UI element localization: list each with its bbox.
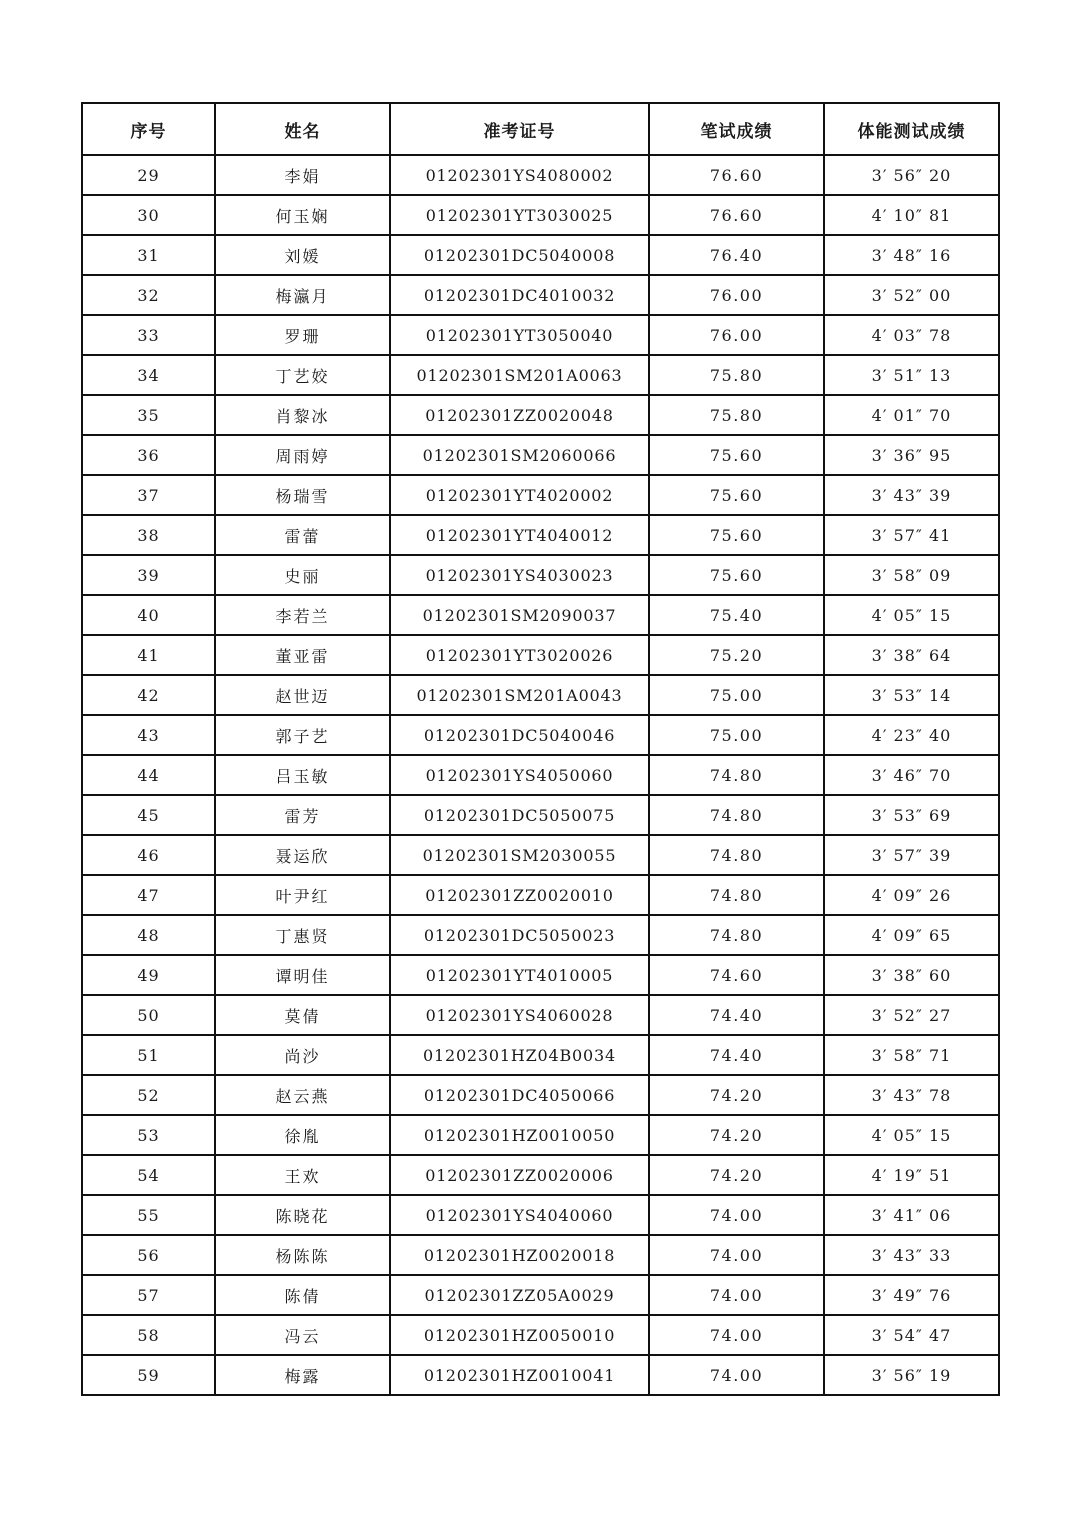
table-row	[82, 1315, 999, 1355]
cell-fitness-score: 3′ 56″ 19	[824, 1355, 999, 1395]
table-row	[82, 515, 999, 555]
table-row	[82, 995, 999, 1035]
cell-exam-id: 01202301HZ0050010	[390, 1315, 649, 1355]
cell-written-score: 75.60	[649, 435, 824, 475]
cell-written-score: 74.20	[649, 1075, 824, 1115]
cell-name: 冯云	[215, 1315, 390, 1355]
cell-written-score: 74.80	[649, 795, 824, 835]
cell-seq: 33	[82, 315, 215, 355]
cell-written-score: 75.00	[649, 675, 824, 715]
cell-fitness-score: 3′ 58″ 09	[824, 555, 999, 595]
cell-exam-id: 01202301SM2090037	[390, 595, 649, 635]
cell-exam-id: 01202301DC5050023	[390, 915, 649, 955]
header-exam-id: 准考证号	[390, 103, 649, 155]
cell-written-score: 75.60	[649, 515, 824, 555]
cell-seq: 40	[82, 595, 215, 635]
cell-exam-id: 01202301ZZ0020010	[390, 875, 649, 915]
table-row	[82, 955, 999, 995]
cell-name: 丁艺姣	[215, 355, 390, 395]
cell-seq: 46	[82, 835, 215, 875]
cell-fitness-score: 4′ 23″ 40	[824, 715, 999, 755]
cell-written-score: 74.80	[649, 915, 824, 955]
cell-fitness-score: 4′ 05″ 15	[824, 595, 999, 635]
cell-written-score: 74.00	[649, 1275, 824, 1315]
cell-seq: 31	[82, 235, 215, 275]
table-row	[82, 1355, 999, 1395]
header-fitness-score: 体能测试成绩	[824, 103, 999, 155]
table-row	[82, 715, 999, 755]
cell-fitness-score: 3′ 58″ 71	[824, 1035, 999, 1075]
cell-written-score: 75.80	[649, 395, 824, 435]
cell-written-score: 74.40	[649, 1035, 824, 1075]
cell-seq: 45	[82, 795, 215, 835]
cell-name: 王欢	[215, 1155, 390, 1195]
table-row	[82, 315, 999, 355]
cell-written-score: 74.00	[649, 1315, 824, 1355]
cell-seq: 35	[82, 395, 215, 435]
cell-fitness-score: 3′ 36″ 95	[824, 435, 999, 475]
cell-seq: 37	[82, 475, 215, 515]
cell-fitness-score: 4′ 19″ 51	[824, 1155, 999, 1195]
table-row	[82, 435, 999, 475]
table-row	[82, 595, 999, 635]
cell-exam-id: 01202301YT3020026	[390, 635, 649, 675]
cell-fitness-score: 3′ 53″ 14	[824, 675, 999, 715]
table-row	[82, 275, 999, 315]
cell-exam-id: 01202301YT4040012	[390, 515, 649, 555]
cell-fitness-score: 3′ 57″ 39	[824, 835, 999, 875]
cell-exam-id: 01202301DC4050066	[390, 1075, 649, 1115]
cell-exam-id: 01202301YT4020002	[390, 475, 649, 515]
cell-seq: 49	[82, 955, 215, 995]
cell-name: 徐胤	[215, 1115, 390, 1155]
cell-exam-id: 01202301YT3030025	[390, 195, 649, 235]
cell-fitness-score: 3′ 51″ 13	[824, 355, 999, 395]
table-row	[82, 755, 999, 795]
cell-name: 杨瑞雪	[215, 475, 390, 515]
table-row	[82, 555, 999, 595]
table-row	[82, 835, 999, 875]
cell-name: 郭子艺	[215, 715, 390, 755]
cell-name: 聂运欣	[215, 835, 390, 875]
cell-name: 赵云燕	[215, 1075, 390, 1115]
cell-written-score: 76.40	[649, 235, 824, 275]
cell-fitness-score: 3′ 53″ 69	[824, 795, 999, 835]
cell-seq: 57	[82, 1275, 215, 1315]
table-row	[82, 395, 999, 435]
cell-name: 雷蕾	[215, 515, 390, 555]
cell-written-score: 76.60	[649, 195, 824, 235]
table-row	[82, 1235, 999, 1275]
cell-seq: 50	[82, 995, 215, 1035]
cell-written-score: 74.60	[649, 955, 824, 995]
cell-seq: 38	[82, 515, 215, 555]
cell-fitness-score: 3′ 57″ 41	[824, 515, 999, 555]
cell-fitness-score: 4′ 05″ 15	[824, 1115, 999, 1155]
cell-seq: 56	[82, 1235, 215, 1275]
cell-seq: 36	[82, 435, 215, 475]
cell-name: 肖黎冰	[215, 395, 390, 435]
cell-fitness-score: 3′ 52″ 00	[824, 275, 999, 315]
table-row	[82, 195, 999, 235]
cell-fitness-score: 4′ 03″ 78	[824, 315, 999, 355]
table-row	[82, 915, 999, 955]
cell-written-score: 74.20	[649, 1155, 824, 1195]
cell-exam-id: 01202301YT3050040	[390, 315, 649, 355]
cell-name: 尚沙	[215, 1035, 390, 1075]
cell-name: 周雨婷	[215, 435, 390, 475]
cell-written-score: 75.80	[649, 355, 824, 395]
cell-exam-id: 01202301SM2060066	[390, 435, 649, 475]
cell-exam-id: 01202301YS4050060	[390, 755, 649, 795]
cell-seq: 53	[82, 1115, 215, 1155]
cell-fitness-score: 3′ 38″ 60	[824, 955, 999, 995]
cell-exam-id: 01202301DC5050075	[390, 795, 649, 835]
cell-exam-id: 01202301ZZ0020048	[390, 395, 649, 435]
cell-seq: 44	[82, 755, 215, 795]
cell-written-score: 74.80	[649, 835, 824, 875]
cell-seq: 39	[82, 555, 215, 595]
cell-seq: 43	[82, 715, 215, 755]
table-row	[82, 1195, 999, 1235]
cell-exam-id: 01202301YS4030023	[390, 555, 649, 595]
cell-name: 刘媛	[215, 235, 390, 275]
cell-written-score: 75.60	[649, 475, 824, 515]
cell-seq: 47	[82, 875, 215, 915]
cell-seq: 41	[82, 635, 215, 675]
cell-name: 何玉娴	[215, 195, 390, 235]
cell-fitness-score: 3′ 46″ 70	[824, 755, 999, 795]
cell-exam-id: 01202301YS4060028	[390, 995, 649, 1035]
table-row	[82, 1115, 999, 1155]
cell-exam-id: 01202301YT4010005	[390, 955, 649, 995]
cell-exam-id: 01202301ZZ05A0029	[390, 1275, 649, 1315]
cell-name: 谭明佳	[215, 955, 390, 995]
table-row	[82, 1035, 999, 1075]
cell-written-score: 75.40	[649, 595, 824, 635]
cell-name: 李若兰	[215, 595, 390, 635]
table-row	[82, 1275, 999, 1315]
cell-written-score: 74.00	[649, 1195, 824, 1235]
cell-name: 杨陈陈	[215, 1235, 390, 1275]
table-row	[82, 1155, 999, 1195]
cell-fitness-score: 3′ 49″ 76	[824, 1275, 999, 1315]
cell-seq: 48	[82, 915, 215, 955]
cell-name: 吕玉敏	[215, 755, 390, 795]
cell-fitness-score: 3′ 52″ 27	[824, 995, 999, 1035]
cell-written-score: 74.80	[649, 875, 824, 915]
cell-exam-id: 01202301YS4080002	[390, 155, 649, 195]
cell-exam-id: 01202301DC5040008	[390, 235, 649, 275]
cell-seq: 51	[82, 1035, 215, 1075]
cell-seq: 42	[82, 675, 215, 715]
cell-name: 赵世迈	[215, 675, 390, 715]
cell-written-score: 74.00	[649, 1355, 824, 1395]
cell-written-score: 74.20	[649, 1115, 824, 1155]
cell-written-score: 75.00	[649, 715, 824, 755]
table-row	[82, 875, 999, 915]
cell-exam-id: 01202301DC4010032	[390, 275, 649, 315]
cell-name: 梅露	[215, 1355, 390, 1395]
cell-exam-id: 01202301ZZ0020006	[390, 1155, 649, 1195]
header-seq: 序号	[82, 103, 215, 155]
cell-written-score: 75.60	[649, 555, 824, 595]
table-body	[82, 155, 999, 1395]
cell-exam-id: 01202301DC5040046	[390, 715, 649, 755]
cell-exam-id: 01202301SM201A0063	[390, 355, 649, 395]
cell-seq: 55	[82, 1195, 215, 1235]
cell-seq: 58	[82, 1315, 215, 1355]
results-table	[81, 102, 1000, 1396]
cell-written-score: 74.80	[649, 755, 824, 795]
cell-name: 莫倩	[215, 995, 390, 1035]
cell-name: 罗珊	[215, 315, 390, 355]
cell-written-score: 76.60	[649, 155, 824, 195]
cell-name: 雷芳	[215, 795, 390, 835]
cell-exam-id: 01202301YS4040060	[390, 1195, 649, 1235]
table-row	[82, 635, 999, 675]
cell-exam-id: 01202301HZ0010050	[390, 1115, 649, 1155]
cell-fitness-score: 3′ 54″ 47	[824, 1315, 999, 1355]
cell-seq: 52	[82, 1075, 215, 1115]
table-row	[82, 355, 999, 395]
cell-written-score: 75.20	[649, 635, 824, 675]
cell-exam-id: 01202301HZ0010041	[390, 1355, 649, 1395]
cell-written-score: 76.00	[649, 315, 824, 355]
cell-seq: 30	[82, 195, 215, 235]
cell-name: 陈倩	[215, 1275, 390, 1315]
cell-fitness-score: 4′ 09″ 65	[824, 915, 999, 955]
cell-name: 梅瀛月	[215, 275, 390, 315]
cell-name: 李娟	[215, 155, 390, 195]
cell-fitness-score: 3′ 43″ 39	[824, 475, 999, 515]
cell-fitness-score: 4′ 09″ 26	[824, 875, 999, 915]
cell-fitness-score: 3′ 38″ 64	[824, 635, 999, 675]
cell-written-score: 74.00	[649, 1235, 824, 1275]
table-row	[82, 1075, 999, 1115]
table-row	[82, 155, 999, 195]
cell-seq: 54	[82, 1155, 215, 1195]
table-row	[82, 795, 999, 835]
header-row	[82, 103, 999, 155]
cell-written-score: 74.40	[649, 995, 824, 1035]
table-row	[82, 235, 999, 275]
header-written-score: 笔试成绩	[649, 103, 824, 155]
cell-exam-id: 01202301HZ04B0034	[390, 1035, 649, 1075]
cell-name: 叶尹红	[215, 875, 390, 915]
cell-seq: 34	[82, 355, 215, 395]
cell-seq: 59	[82, 1355, 215, 1395]
cell-exam-id: 01202301SM2030055	[390, 835, 649, 875]
table-row	[82, 675, 999, 715]
cell-name: 丁惠贤	[215, 915, 390, 955]
cell-written-score: 76.00	[649, 275, 824, 315]
cell-seq: 32	[82, 275, 215, 315]
cell-exam-id: 01202301SM201A0043	[390, 675, 649, 715]
cell-fitness-score: 4′ 10″ 81	[824, 195, 999, 235]
table-row	[82, 475, 999, 515]
cell-name: 陈晓花	[215, 1195, 390, 1235]
cell-exam-id: 01202301HZ0020018	[390, 1235, 649, 1275]
header-name: 姓名	[215, 103, 390, 155]
cell-name: 董亚雷	[215, 635, 390, 675]
cell-fitness-score: 3′ 43″ 33	[824, 1235, 999, 1275]
cell-fitness-score: 4′ 01″ 70	[824, 395, 999, 435]
cell-fitness-score: 3′ 56″ 20	[824, 155, 999, 195]
cell-fitness-score: 3′ 43″ 78	[824, 1075, 999, 1115]
cell-name: 史丽	[215, 555, 390, 595]
results-sheet	[81, 102, 1000, 1396]
cell-fitness-score: 3′ 41″ 06	[824, 1195, 999, 1235]
cell-fitness-score: 3′ 48″ 16	[824, 235, 999, 275]
cell-seq: 29	[82, 155, 215, 195]
